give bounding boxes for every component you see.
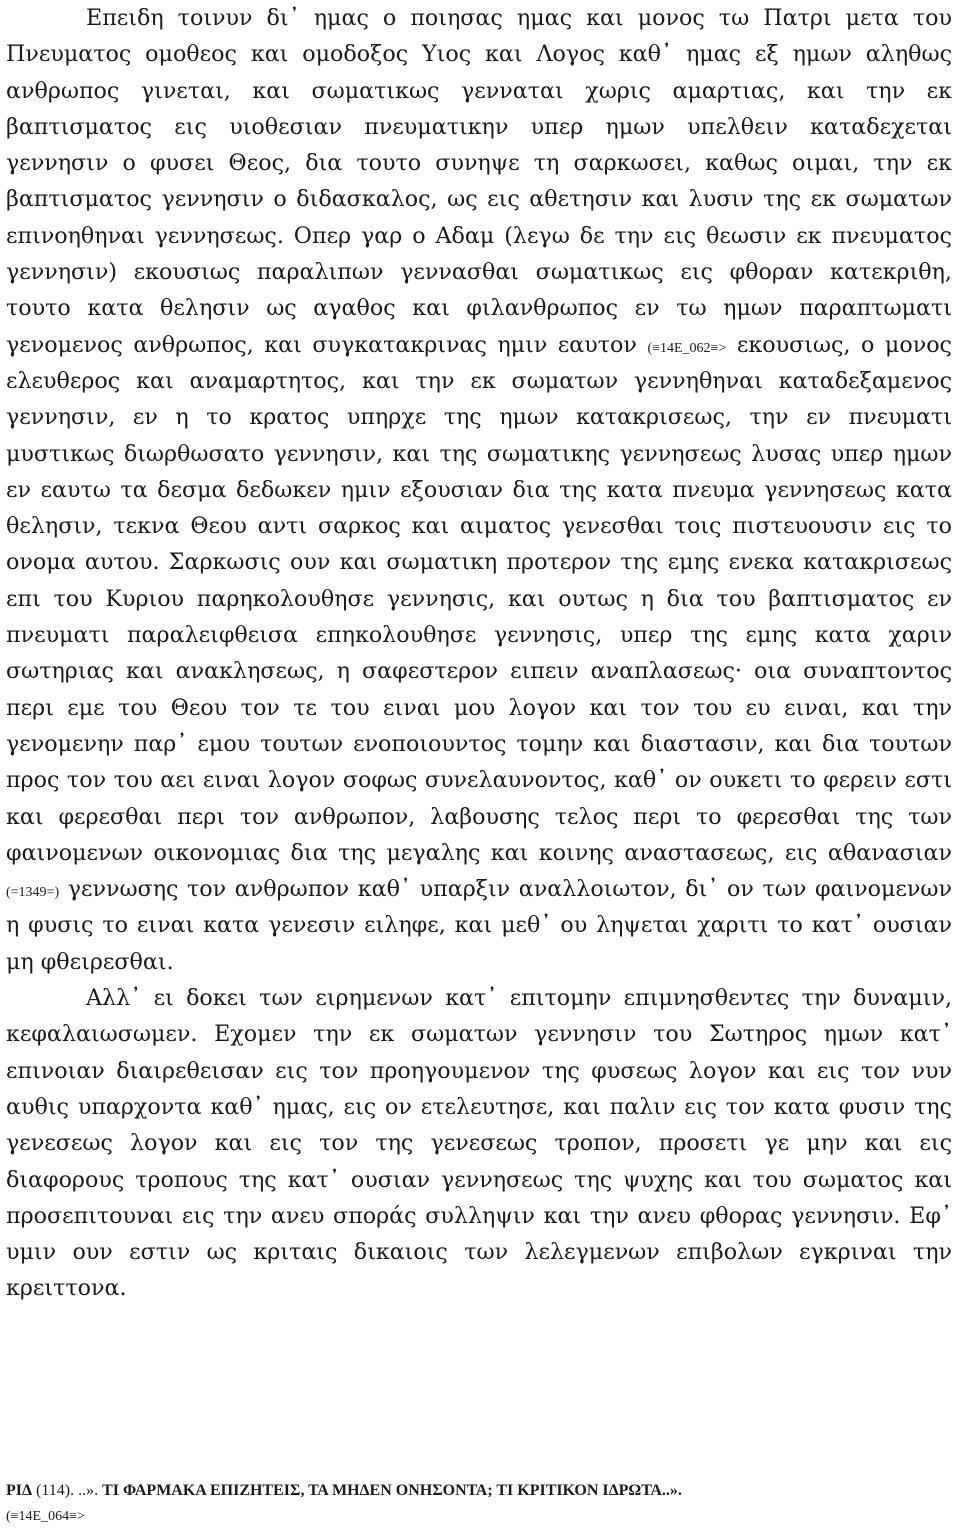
footer-title: ΤΙ ΦΑΡΜΑΚΑ ΕΠΙΖΗΤΕΙΣ, ΤΑ ΜΗΔΕΝ ΟΝΗΣΟΝΤΑ; ΤΙ ΚΡΙΤΙΚΟΝ ΙΔΡΩΤΑ..». xyxy=(102,1482,682,1499)
page-marker: (=1349=) xyxy=(6,885,60,901)
footer xyxy=(6,1478,952,1529)
text-segment: Αλλ᾽ ει δοκει των ειρημενων κατ᾽ επιτομην επιμνησθεντες την δυναμιν, κεφαλαιωσωμεν. Εχομεν την εκ σωματων γεννησιν του Σωτηρος ημων κατ᾽ επινοιαν διαιρεθεισαν εις τον προηγουμενον της φυσεως λογον και εις τον νυν αυθις υπαρχοντα καθ᾽ ημας, εις ον ετελευτησε, και παλιν εις τον κατα φυσιν της γενεσεως λογον και εις τον της γενεσεως τροπον, προσετι γε μην και εις διαφορους τροπους της κατ᾽ ουσιαν γεννησεως της ψυχης και του σωματος και προσεπιτουναι εις την ανευ σποράς συλληψιν και την ανευ φθορας γεννησιν. Εφ᾽ υμιν ουν εστιν ως κριταις δικαιοις των λελεγμενων επιβολων εγκριναι την κρειττονα. xyxy=(6,985,952,1302)
footer-marker-line xyxy=(6,1503,952,1529)
footer-marker: (≡14E_064≡> xyxy=(6,1509,85,1524)
body-text xyxy=(6,0,952,1307)
footer-label: ΡΙΔ xyxy=(6,1482,33,1499)
footer-number: (114). ..». xyxy=(32,1482,103,1499)
paragraph-1 xyxy=(6,0,952,980)
footer-line xyxy=(6,1478,952,1503)
paragraph-2 xyxy=(6,980,952,1307)
text-segment: Επειδη τοινυν δι᾽ ημας ο ποιησας ημας και μονος τω Πατρι μετα του Πνευματος ομοθεος και ομοδοξος Υιος και Λογος καθ᾽ ημας εξ ημων αληθως ανθρωπος γινεται, και σωματικως γενναται χωρις αμαρτιας, και την εκ βαπτισματος εις υιοθεσιαν πνευματικην υπερ ημων υπελθειν καταδεχεται γεννησιν ο φυσει Θεος, δια τουτο συνηψε τη σαρκωσει, καθως οιμαι, την εκ βαπτισματος γεννησιν ο διδασκαλος, ως εις αθετησιν και λυσιν της εκ σωματων επινοηθηναι γεννησεως. Οπερ γαρ ο Αδαμ (λεγω δε την εις θεωσιν εκ πνευματος γεννησιν) εκουσιως παραλιπων γεννασθαι σωματικως εις φθοραν κατεκριθη, τουτο κατα θελησιν ως αγαθος και φιλανθρωπος εν τω ημων παραπτωματι γενομενος ανθρωπος, και συγκατακρινας ημιν εαυτον xyxy=(6,5,952,358)
text-segment: εκουσιως, ο μονος ελευθερος και αναμαρτητος, και την εκ σωματων γεννηθηναι καταδεξαμενος γεννησιν, εν η το κρατος υπηρχε της ημων κατακρισεως, την εν πνευματι μυστικως διωρθωσατο γεννησιν, και της σωματικης γεννησεως λυσας υπερ ημων εν εαυτω τα δεσμα δεδωκεν ημιν εξουσιαν δια της κατα πνευμα γεννησεως κατα θελησιν, τεκνα Θεου αντι σαρκος και αιματος γενεσθαι τοις πιστευουσιν εις το ονομα αυτου. Σαρκωσις ουν και σωματικη προτερον της εμης ενεκα κατακρισεως επι του Κυριου παρηκολουθησε γεννησις, και ουτως η δια του βαπτισματος εν πνευματι παραλειφθεισα επηκολουθησε γεννησις, υπερ της εμης κατα χαριν σωτηριας και ανακλησεως, η σαφεστερον ειπειν αναπλασεως· οια συναπτοντος περι εμε του Θεου τον τε του ειναι μου λογον και τον του ευ ειναι, και την γενομενην παρ᾽ εμου τουτων ενοποιουντος τομην και διαστασιν, και δια τουτων προς τον του αει ειναι λογον σοφως συνελαυνοντος, καθ᾽ ον ουκετι το φερειν εστι και φερεσθαι περι τον ανθρωπον, λαβουσης τελος περι το φερεσθαι της των φαινομενων οικονομιας δια της μεγαλης και κοινης αναστασεως, εις αθανασιαν xyxy=(6,331,952,866)
text-segment: γεννωσης τον ανθρωπον καθ᾽ υπαρξιν αναλλοιωτον, δι᾽ ον των φαινομενων η φυσις το ειναι κατα γενεσιν ειληφε, και μεθ᾽ ου ληψεται χαριτι το κατ᾽ ουσιαν μη φθειρεσθαι. xyxy=(6,876,952,975)
page-marker: (≡14E_062≡> xyxy=(647,340,727,356)
